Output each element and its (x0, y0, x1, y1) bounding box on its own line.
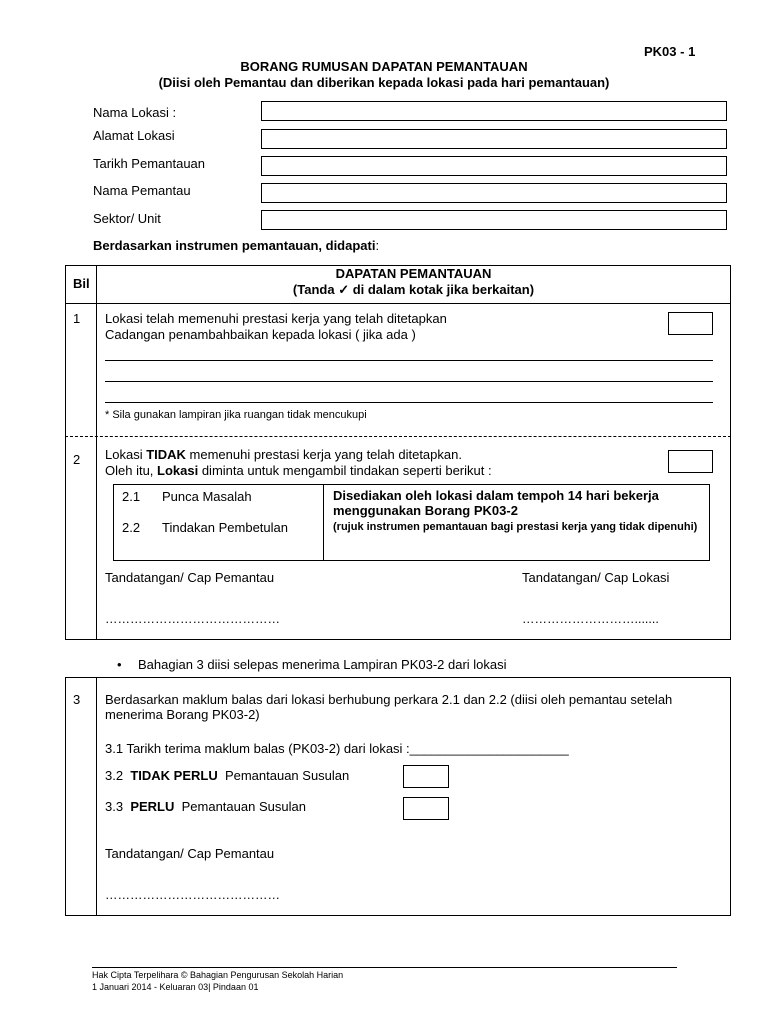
row1-note: * Sila gunakan lampiran jika ruangan tidak mencukupi (105, 409, 367, 421)
item-3-3 (105, 799, 306, 814)
table2-col-divider (96, 677, 97, 916)
nama-pemantau-field[interactable] (261, 183, 727, 203)
table-col-divider (96, 265, 97, 640)
intro-text-bold: Berdasarkan instrumen pemantauan, didapati (93, 238, 376, 253)
row2-l1-tidak: TIDAK (146, 447, 186, 462)
row1-checkbox[interactable] (668, 312, 713, 335)
check-icon: ✓ (338, 282, 350, 297)
item-3-1: 3.1 Tarikh terima maklum balas (PK03-2) dari lokasi :______________________ (105, 741, 569, 756)
alamat-lokasi-field[interactable] (261, 129, 727, 149)
row3-text: Berdasarkan maklum balas dari lokasi berhubung perkara 2.1 dan 2.2 (diisi oleh pemantau setelah menerima Borang PK03-2) (105, 692, 673, 722)
item-3-3-num: 3.3 (105, 799, 124, 814)
row2-line2 (105, 463, 492, 478)
page-subtitle: (Diisi oleh Pemantau dan diberikan kepada lokasi pada hari pemantauan) (158, 75, 610, 90)
intro-colon: : (375, 238, 380, 253)
intro-text (93, 238, 379, 253)
item-3-2-bold: TIDAK PERLU (130, 768, 218, 783)
row2-checkbox[interactable] (668, 450, 713, 473)
footer-copyright: Hak Cipta Terpelihara © Bahagian Pengurusan Sekolah Harian (92, 970, 344, 980)
action-reference: (rujuk instrumen pemantauan bagi prestasi kerja yang tidak dipenuhi) (333, 521, 698, 533)
row1-write-line-1 (105, 360, 713, 361)
row2-l1-a: Lokasi (105, 447, 147, 462)
row2-line1 (105, 447, 462, 462)
row2-l1-c: memenuhi prestasi kerja yang telah ditetapkan. (185, 447, 462, 462)
page-title: BORANG RUMUSAN DAPATAN PEMANTAUAN (240, 59, 528, 74)
bullet-item (117, 657, 507, 672)
form-code: PK03 - 1 (644, 44, 696, 59)
sign-pemantau-dots[interactable]: …………………………………… (105, 612, 280, 626)
row2-num: 2 (73, 452, 81, 467)
col-dapatan-subtitle (96, 282, 731, 298)
footer-version: 1 Januari 2014 - Keluaran 03| Pindaan 01 (92, 982, 259, 992)
action-instruction: Disediakan oleh lokasi dalam tempoh 14 hari bekerja menggunakan Borang PK03-2 (333, 488, 659, 518)
alamat-lokasi-label: Alamat Lokasi (93, 128, 175, 143)
item-2-2-label: Tindakan Pembetulan (162, 520, 288, 535)
nama-lokasi-label: Nama Lokasi : (93, 105, 177, 120)
sign-pemantau-3-label: Tandatangan/ Cap Pemantau (105, 846, 275, 861)
row1-line1: Lokasi telah memenuhi prestasi kerja yang telah ditetapkan (105, 311, 447, 326)
item-3-3-bold: PERLU (130, 799, 175, 814)
row-divider (65, 436, 731, 437)
item-3-2-text: Pemantauan Susulan (224, 768, 350, 783)
sign-pemantau-3-dots[interactable]: …………………………………… (105, 888, 280, 902)
footer-divider (92, 967, 677, 968)
col-sub-before: (Tanda (292, 282, 339, 297)
sign-lokasi-dots[interactable]: ………………………....... (522, 612, 659, 626)
sektor-unit-field[interactable] (261, 210, 727, 230)
row1-num: 1 (73, 311, 81, 326)
col-bil: Bil (73, 276, 90, 291)
perlu-checkbox[interactable] (403, 797, 449, 820)
item-3-2-num: 3.2 (105, 768, 124, 783)
row2-l2-lokasi: Lokasi (157, 463, 199, 478)
sign-lokasi-label: Tandatangan/ Cap Lokasi (522, 570, 670, 585)
col-dapatan-title: DAPATAN PEMANTAUAN (335, 266, 492, 281)
bullet-text: Bahagian 3 diisi selepas menerima Lampiran PK03-2 dari lokasi (138, 657, 507, 672)
row1-write-line-3 (105, 402, 713, 403)
action-box-divider (323, 484, 324, 561)
nama-lokasi-field[interactable] (261, 101, 727, 121)
row1-line2: Cadangan penambahbaikan kepada lokasi ( jika ada ) (105, 327, 416, 342)
tarikh-pemantauan-field[interactable] (261, 156, 727, 176)
tidak-perlu-checkbox[interactable] (403, 765, 449, 788)
row1-write-line-2 (105, 381, 713, 382)
col-sub-after: di dalam kotak jika berkaitan) (349, 282, 535, 297)
table-header-line (65, 303, 731, 304)
row2-l2-c: diminta untuk mengambil tindakan seperti berikut : (198, 463, 492, 478)
bullet-icon: • (117, 657, 122, 672)
item-2-1-label: Punca Masalah (162, 489, 252, 504)
item-3-3-text: Pemantauan Susulan (181, 799, 306, 814)
tarikh-pemantauan-label: Tarikh Pemantauan (93, 156, 206, 171)
item-2-1-num: 2.1 (122, 489, 141, 504)
nama-pemantau-label: Nama Pemantau (93, 183, 191, 198)
row2-l2-a: Oleh itu, (105, 463, 158, 478)
item-2-2-num: 2.2 (122, 520, 141, 535)
sign-pemantau-label: Tandatangan/ Cap Pemantau (105, 570, 275, 585)
sektor-unit-label: Sektor/ Unit (93, 211, 161, 226)
row3-num: 3 (73, 692, 81, 707)
item-3-2 (105, 768, 349, 783)
